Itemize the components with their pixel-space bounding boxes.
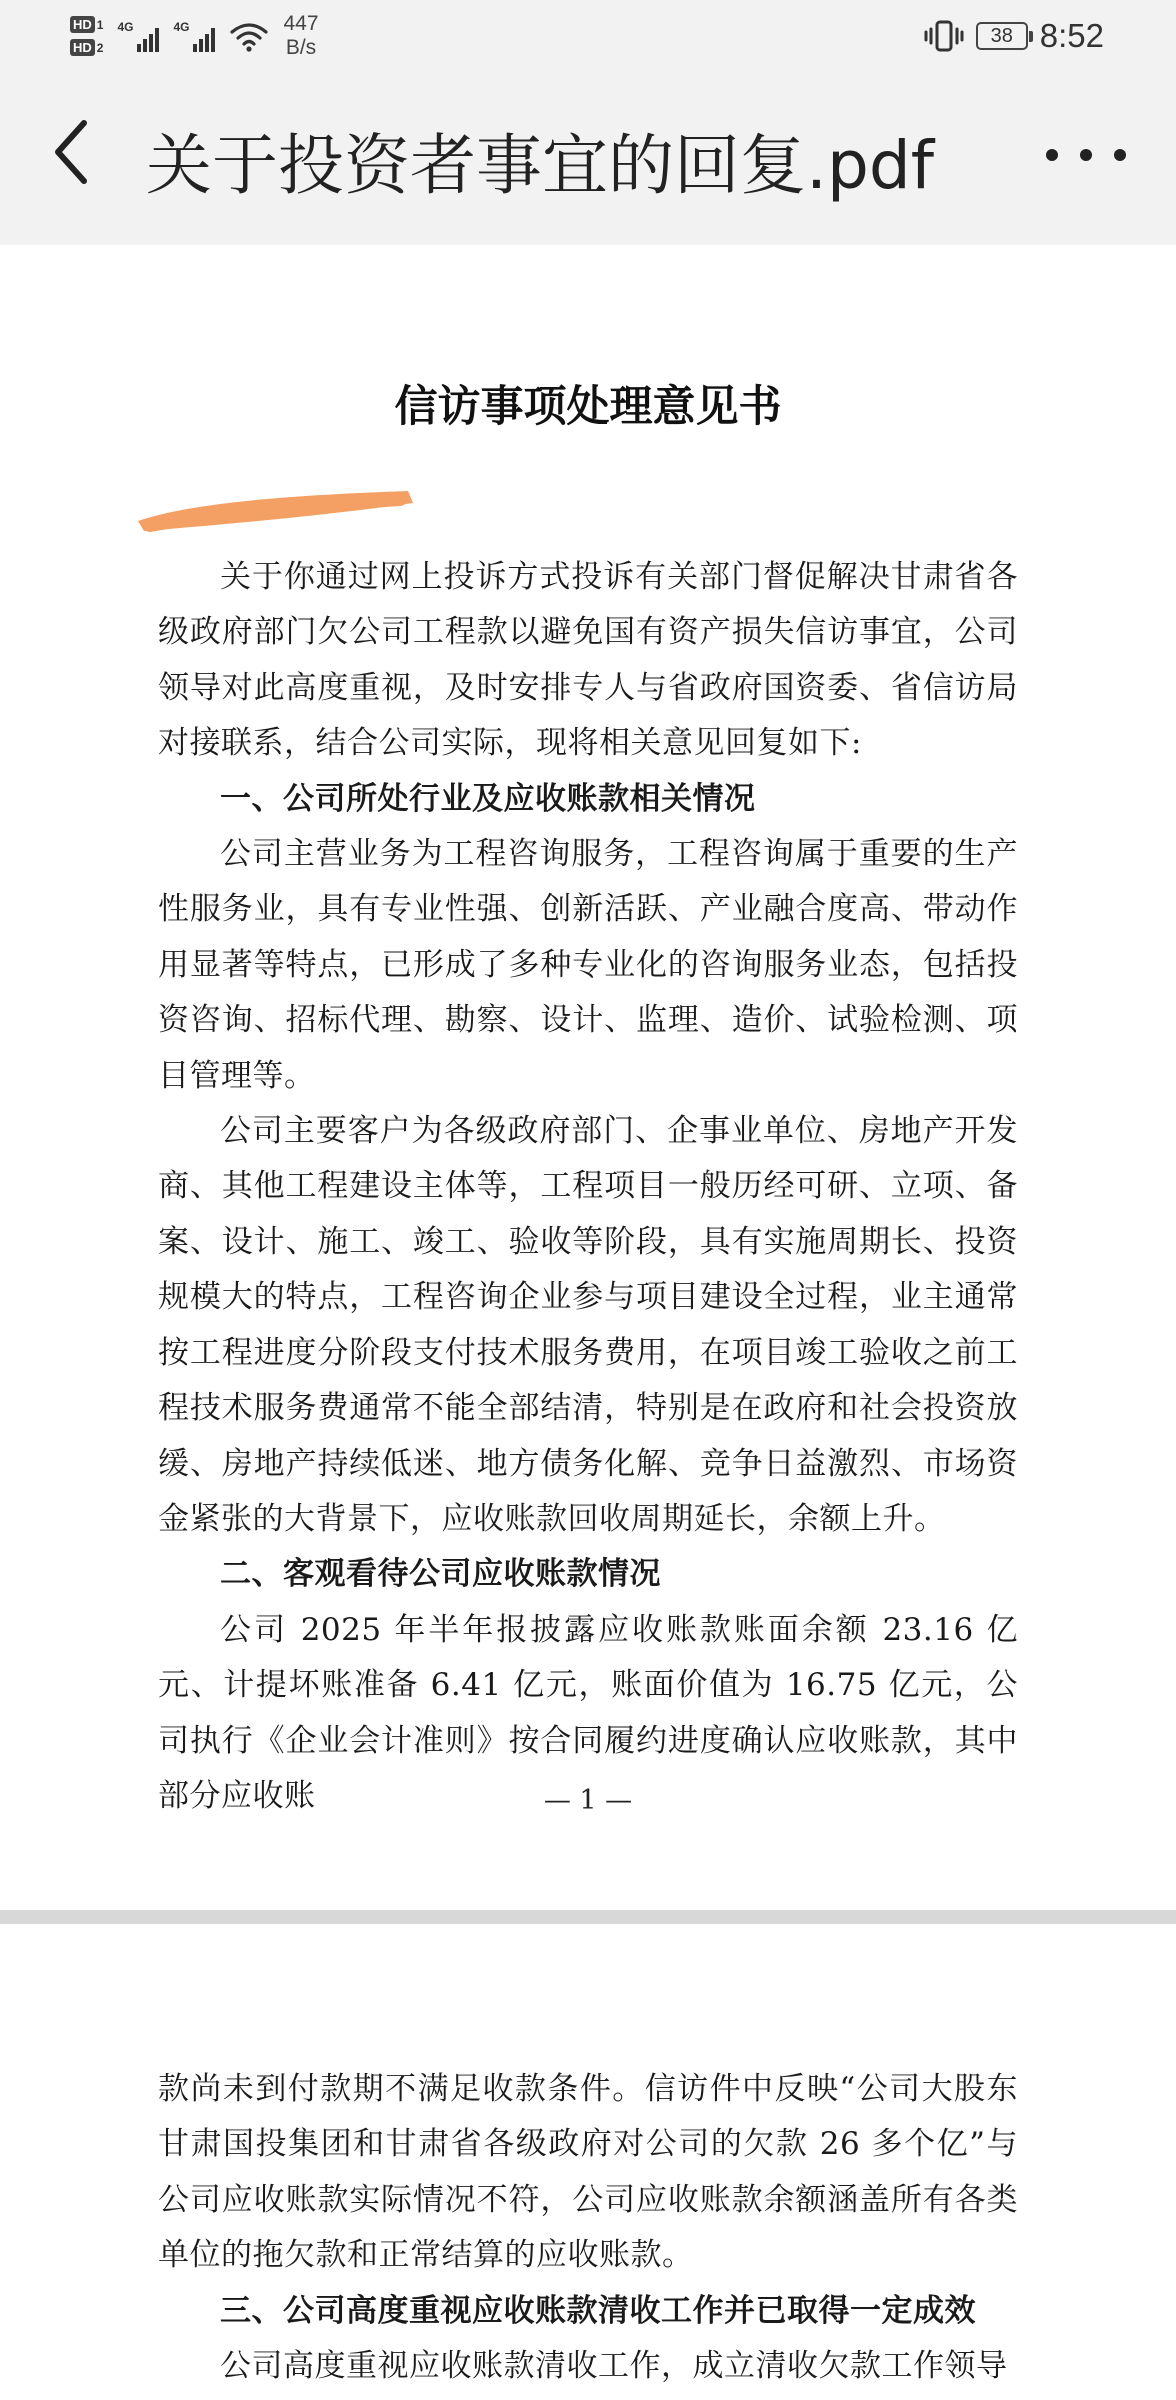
signal-sim1-icon xyxy=(117,20,159,52)
hd-num-sim1: 1 xyxy=(96,17,104,32)
paragraph: 公司高度重视应收账款清收工作，成立清收欠款工作领导 xyxy=(220,2348,1008,2385)
signal-sim2-icon xyxy=(173,20,215,52)
more-dot-icon xyxy=(1080,149,1092,161)
page2-body xyxy=(158,2062,1018,2394)
title-bar xyxy=(0,72,1176,245)
section-heading-1: 一、公司所处行业及应收账款相关情况 xyxy=(220,780,756,817)
redaction-mark xyxy=(130,485,420,535)
network-type-sim2: 4G xyxy=(173,20,190,34)
battery-icon xyxy=(976,22,1028,50)
network-type-sim1: 4G xyxy=(117,20,134,34)
chevron-left-icon xyxy=(50,117,90,187)
back-button[interactable] xyxy=(40,112,100,192)
wifi-icon xyxy=(229,20,269,52)
hd-label-sim1: HD xyxy=(70,16,95,33)
section-heading-2: 二、客观看待公司应收账款情况 xyxy=(220,1556,661,1593)
page1-body xyxy=(158,550,1018,1824)
paragraph-continued: 款尚未到付款期不满足收款条件。信访件中反映“公司大股东甘肃国投集团和甘肃省各级政府对公司的欠款 26 多个亿”与公司应收账款实际情况不符，公司应收账款余额涵盖所有各类单位的拖欠款和正常结算的应收账款。 xyxy=(158,2071,1018,2274)
status-bar-left xyxy=(70,8,319,64)
hd-voice-sim2-icon xyxy=(70,39,103,56)
network-speed-value: 447 xyxy=(283,12,319,35)
paragraph: 公司主要客户为各级政府部门、企事业单位、房地产开发商、其他工程建设主体等，工程项目一般历经可研、立项、备案、设计、施工、竣工、验收等阶段，具有实施周期长、投资规模大的特点，工程咨询企业参与项目建设全过程，业主通常按工程进度分阶段支付技术服务费用，在项目竣工验收之前工程技术服务费通常不能全部结清，特别是在政府和社会投资放缓、房地产持续低迷、地方债务化解、竞争日益激烈、市场资金紧张的大背景下，应收账款回收周期延长，余额上升。 xyxy=(158,1113,1018,1537)
network-speed-unit: B/s xyxy=(285,36,317,59)
more-options-button[interactable] xyxy=(1046,120,1126,190)
status-bar xyxy=(0,0,1176,72)
network-speed xyxy=(283,12,318,60)
hd-voice-sim1-icon xyxy=(70,16,103,33)
hd-num-sim2: 2 xyxy=(96,40,104,55)
pdf-page-1[interactable] xyxy=(0,245,1176,1910)
paragraph: 关于你通过网上投诉方式投诉有关部门督促解决甘肃省各级政府部门欠公司工程款以避免国有资产损失信访事宜，公司领导对此高度重视，及时安排专人与省政府国资委、省信访局对接联系，结合公司实际，现将相关意见回复如下: xyxy=(158,559,1018,762)
document-title: 关于投资者事宜的回复.pdf xyxy=(146,127,935,204)
paragraph: 公司主营业务为工程咨询服务，工程咨询属于重要的生产性服务业，具有专业性强、创新活跃、产业融合度高、带动作用显著等特点，已形成了多种专业化的咨询服务业态，包括投资咨询、招标代理、勘察、设计、监理、造价、试验检测、项目管理等。 xyxy=(158,836,1018,1094)
page-divider xyxy=(0,1910,1176,1924)
pdf-page-2[interactable] xyxy=(0,1924,1176,2400)
page-number: — 1 — xyxy=(543,1785,633,1816)
paragraph: 公司 2025 年半年报披露应收账款账面余额 23.16 亿元、计提坏账准备 6.41 亿元，账面价值为 16.75 亿元，公司执行《企业会计准则》按合同履约进度确认应收账款，其中部分应收账 xyxy=(158,1611,1018,1814)
vibrate-icon xyxy=(924,19,964,53)
document-heading: 信访事项处理意见书 xyxy=(394,382,782,432)
more-dot-icon xyxy=(1114,149,1126,161)
battery-level: 38 xyxy=(990,24,1013,47)
hd-label-sim2: HD xyxy=(70,39,95,56)
clock: 8:52 xyxy=(1039,17,1104,54)
section-heading-3: 三、公司高度重视应收账款清收工作并已取得一定成效 xyxy=(220,2292,976,2329)
status-bar-right xyxy=(924,14,1104,58)
more-dot-icon xyxy=(1046,149,1058,161)
hd-voice-indicators xyxy=(70,16,103,56)
